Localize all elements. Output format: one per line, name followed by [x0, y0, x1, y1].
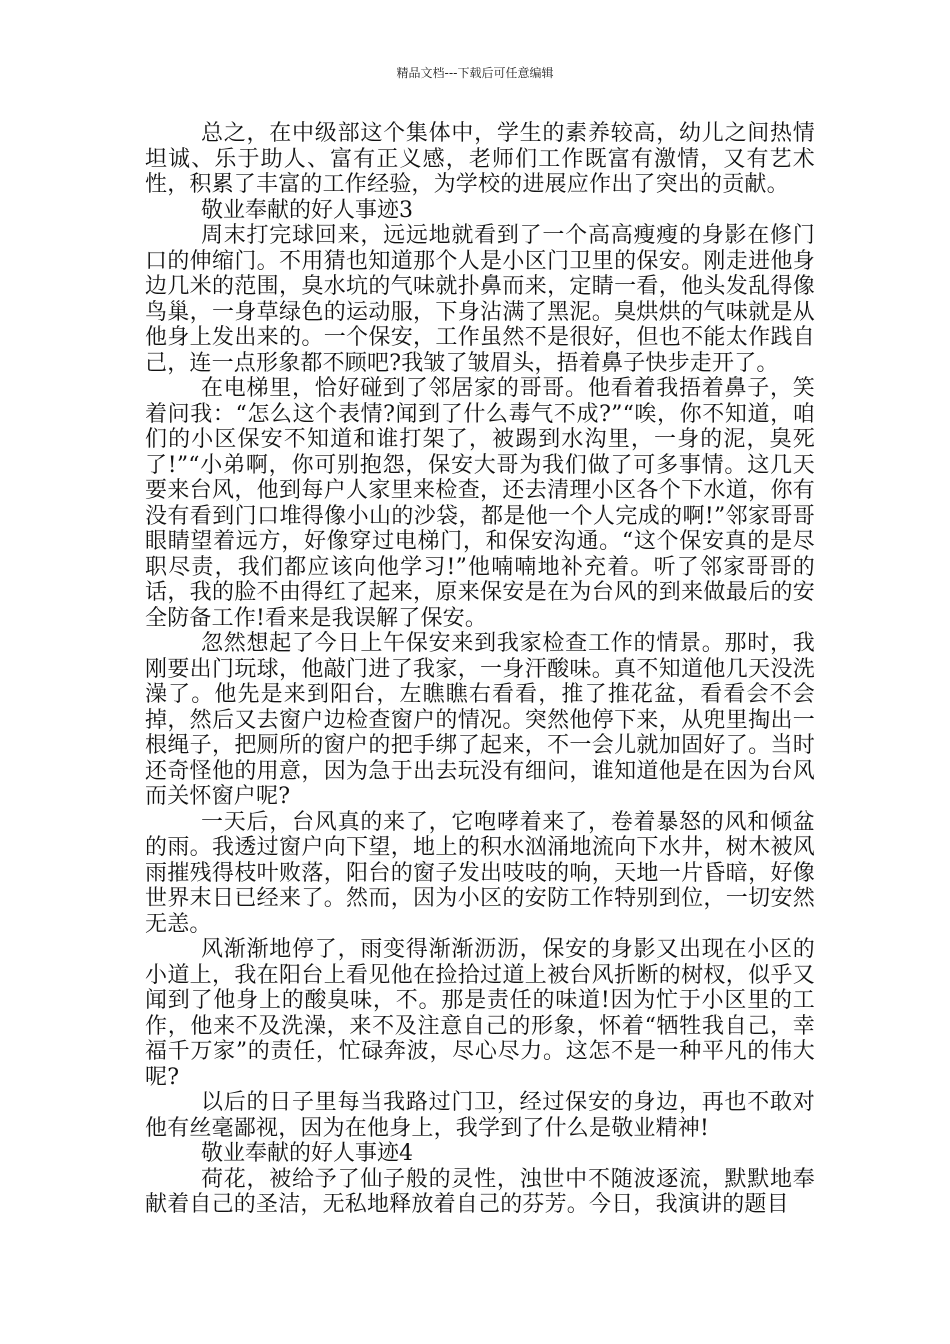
section-heading: 敬业奉献的好人事迹4 — [201, 1141, 413, 1166]
paragraph: 荷花，被给予了仙子般的灵性，浊世中不随波逐流，默默地奉献着自己的圣洁，无私地释放着自己的芬芳。今日，我演讲的题目 — [145, 1166, 815, 1217]
paragraph: 总之，在中级部这个集体中，学生的素养较高，幼儿之间热情坦诚、乐于助人、富有正义感，老师们工作既富有激情，又有艺术性，积累了丰富的工作经验，为学校的进展应作出了突出的贡献。 — [145, 121, 815, 197]
paragraph: 忽然想起了今日上午保安来到我家检查工作的情景。那时，我刚要出门玩球，他敲门进了我家，一身汗酸味。真不知道他几天没洗澡了。他先是来到阳台，左瞧瞧右看看，推了推花盆，看看会不会掉，然后又去窗户边检查窗户的情况。突然他停下来，从兜里掏出一根绳子，把厕所的窗户的把手绑了起来，不一会儿就加固好了。当时还奇怪他的用意，因为急于出去玩没有细问，谁知道他是在因为台风而关怀窗户呢? — [145, 631, 815, 809]
section-heading: 敬业奉献的好人事迹3 — [201, 197, 413, 223]
paragraph: 在电梯里，恰好碰到了邻居家的哥哥。他看着我捂着鼻子，笑着问我：“怎么这个表情?闻到了什么毒气不成?”“唉，你不知道，咱们的小区保安不知道和谁打架了，被踢到水沟里，一身的泥，臭死了!”“小弟啊，你可别抱怨，保安大哥为我们做了可多事情。这几天要来台风，他到每户人家里来检查，还去清理小区各个下水道，你有没有看到门口堆得像小山的沙袋，都是他一个人完成的啊!”邻家哥哥眼睛望着远方，好像穿过电梯门，和保安沟通。“这个保安真的是尽职尽责，我们都应该向他学习!”他喃喃地补充着。听了邻家哥哥的话，我的脸不由得红了起来，原来保安是在为台风的到来做最后的安全防备工作!看来是我误解了保安。 — [145, 376, 815, 631]
paragraph: 周末打完球回来，远远地就看到了一个高高瘦瘦的身影在修门口的伸缩门。不用猜也知道那个人是小区门卫里的保安。刚走进他身边几米的范围，臭水坑的气味就扑鼻而来，定睛一看，他头发乱得像鸟巢，一身草绿色的运动服，下身沾满了黑泥。臭烘烘的气味就是从他身上发出来的。一个保安，工作虽然不是很好，但也不能太作践自己，连一点形象都不顾吧?我皱了皱眉头，捂着鼻子快步走开了。 — [145, 223, 815, 376]
page-header: 精品文档---下载后可任意编辑 — [396, 66, 554, 80]
paragraph: 一天后，台风真的来了，它咆哮着来了，卷着暴怒的风和倾盆的雨。我透过窗户向下望，地上的积水汹涌地流向下水井，树木被风雨摧残得枝叶败落，阳台的窗子发出吱吱的响，天地一片昏暗，好像世界末日已经来了。然而，因为小区的安防工作特别到位，一切安然无恙。 — [145, 809, 815, 937]
paragraph: 风渐渐地停了，雨变得渐渐沥沥，保安的身影又出现在小区的小道上，我在阳台上看见他在捡拾过道上被台风折断的树杈，似乎又闻到了他身上的酸臭味，不。那是责任的味道!因为忙于小区里的工作，他来不及洗澡，来不及注意自己的形象，怀着“牺牲我自己，幸福千万家”的责任，忙碌奔波，尽心尽力。这怎不是一种平凡的伟大呢? — [145, 937, 815, 1090]
document-body — [145, 121, 815, 1218]
paragraph: 以后的日子里每当我路过门卫，经过保安的身边，再也不敢对他有丝毫鄙视，因为在他身上，我学到了什么是敬业精神! — [145, 1090, 815, 1141]
